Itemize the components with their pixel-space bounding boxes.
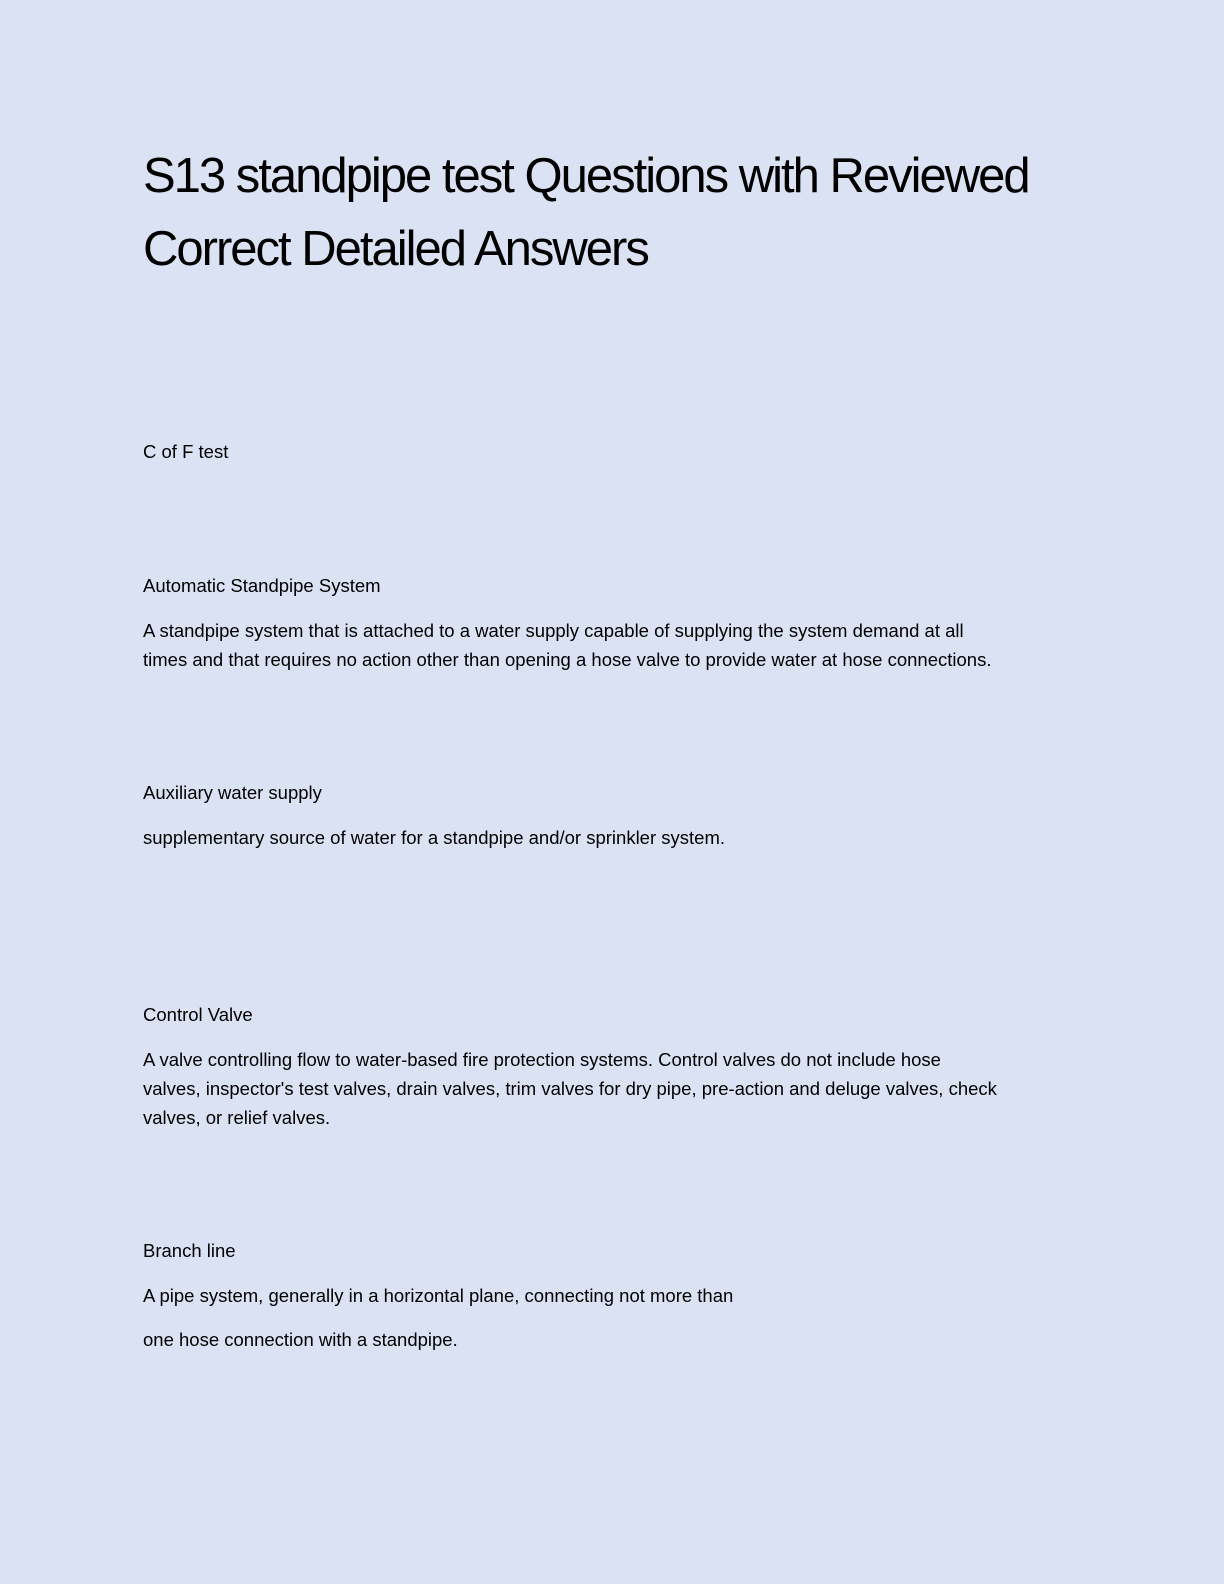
entry-term: Branch line bbox=[143, 1240, 236, 1261]
entry-term: Auxiliary water supply bbox=[143, 782, 322, 803]
entry-definition-line: valves, or relief valves. bbox=[143, 1107, 331, 1128]
entry-automatic-standpipe bbox=[143, 571, 1103, 674]
title-line-1: S13 standpipe test Questions with Reviewed bbox=[143, 149, 1029, 203]
entry-definition-line: times and that requires no action other than opening a hose valve to provide water at hose connections. bbox=[143, 649, 992, 670]
entry-auxiliary-water-supply bbox=[143, 778, 1103, 852]
title-line-2: Correct Detailed Answers bbox=[143, 222, 648, 276]
intro-text: C of F test bbox=[143, 441, 229, 462]
page-title bbox=[143, 140, 1103, 286]
entry-branch-line bbox=[143, 1236, 1103, 1354]
entry-definition-line: supplementary source of water for a standpipe and/or sprinkler system. bbox=[143, 827, 726, 848]
entry-definition-line: A valve controlling flow to water-based fire protection systems. Control valves do not include hose bbox=[143, 1049, 941, 1070]
entry-definition-line: A standpipe system that is attached to a water supply capable of supplying the system demand at all bbox=[143, 620, 964, 641]
entry-definition-line: valves, inspector's test valves, drain valves, trim valves for dry pipe, pre-action and deluge valves, check bbox=[143, 1078, 997, 1099]
entry-definition-line: A pipe system, generally in a horizontal plane, connecting not more than bbox=[143, 1285, 734, 1306]
intro-section bbox=[143, 437, 1103, 466]
entry-control-valve bbox=[143, 1000, 1103, 1132]
entry-definition-line: one hose connection with a standpipe. bbox=[143, 1329, 458, 1350]
entry-term: Automatic Standpipe System bbox=[143, 575, 381, 596]
entry-term: Control Valve bbox=[143, 1004, 253, 1025]
